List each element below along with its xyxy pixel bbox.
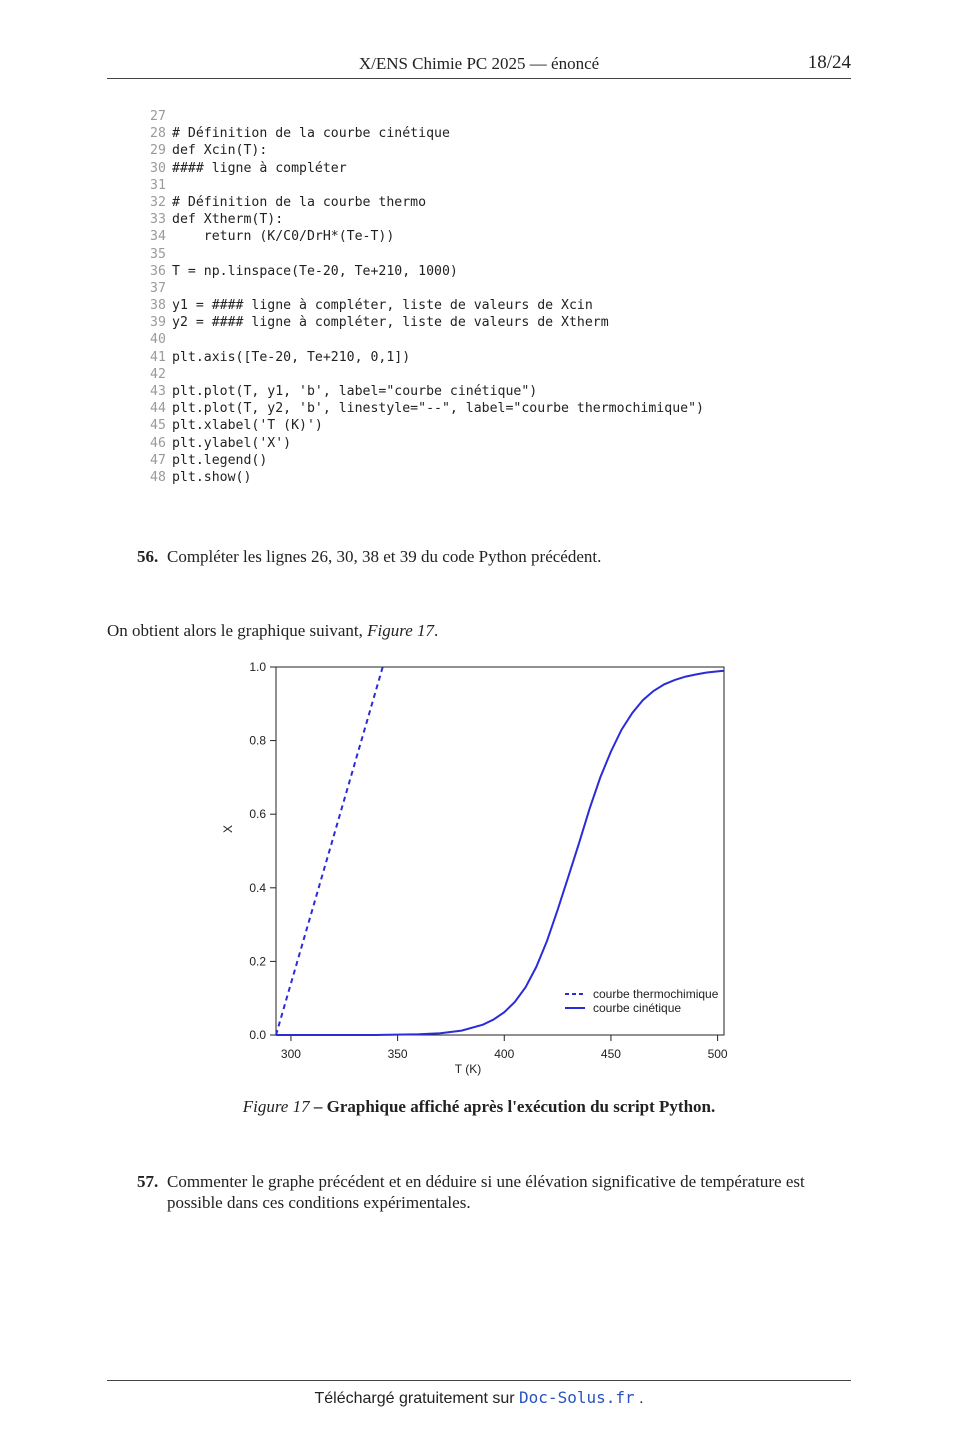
footer-end: . [634,1390,644,1407]
question-number: 56. [137,547,159,566]
page-number: 18/24 [807,52,851,73]
line-number: 48 [150,469,166,485]
code-line [150,177,704,194]
line-number: 33 [150,212,166,228]
code-line [150,452,704,469]
page-header [107,52,851,79]
page-footer [0,1388,958,1408]
figure-17-chart [210,655,750,1085]
caption-text: – Graphique affiché après l'exécution du script Python. [309,1097,716,1116]
code-text: y1 = #### ligne à compléter, liste de valeurs de Xcin [172,298,593,314]
line-number: 35 [150,246,166,262]
line-number: 39 [150,315,166,331]
code-text: plt.show() [172,469,252,485]
question-text-line-2: possible dans ces conditions expérimentales. [167,1193,471,1212]
line-number: 27 [150,109,166,124]
header-title: X/ENS Chimie PC 2025 — énoncé [358,54,600,73]
code-text: def Xtherm(T): [172,212,284,228]
code-line [150,142,704,159]
y-tick-label: 1.0 [249,660,266,674]
line-number: 30 [150,160,166,176]
code-line [150,160,704,177]
intro-end: . [434,621,439,640]
code-text: plt.xlabel('T (K)') [172,418,323,434]
code-line [150,211,704,228]
code-line [150,383,704,400]
y-axis-label: X [221,824,235,834]
figure-caption [0,1097,958,1117]
x-tick-label: 450 [600,1047,621,1061]
code-text: y2 = #### ligne à compléter, liste de valeurs de Xtherm [172,315,609,331]
y-tick-label: 0.2 [249,954,266,969]
code-line [150,331,704,348]
code-text: # Définition de la courbe cinétique [172,126,450,142]
series-cinetique-line [276,671,724,1035]
x-axis [281,1035,728,1061]
line-number: 32 [150,194,166,210]
figure-reference: Figure 17 [367,621,435,640]
code-text: plt.plot(T, y2, 'b', linestyle="--", label="courbe thermochimique") [172,401,704,417]
y-tick-label: 0.4 [249,880,266,895]
code-text: plt.axis([Te-20, Te+210, 0,1]) [172,349,411,365]
x-tick-label: 400 [494,1047,515,1061]
line-number: 45 [150,418,166,434]
question-text [167,1171,851,1213]
line-number: 34 [150,229,166,245]
chart-legend [565,987,719,1015]
series-layer [276,667,724,1035]
code-line [150,417,704,434]
line-number: 29 [150,143,166,159]
footer-link[interactable]: Doc-Solus.fr [519,1388,635,1407]
code-line [150,314,704,331]
code-line [150,435,704,452]
question-text: Compléter les lignes 26, 30, 38 et 39 du code Python précédent. [167,547,602,566]
y-tick-label: 0.6 [249,807,266,822]
line-number: 46 [150,435,166,451]
line-number: 44 [150,401,166,417]
code-line [150,194,704,211]
code-line [150,228,704,245]
intro-paragraph [107,621,438,641]
footer-rule [107,1380,851,1381]
line-number: 38 [150,298,166,314]
y-axis [249,660,276,1042]
code-line [150,246,704,263]
code-text: plt.plot(T, y1, 'b', label="courbe cinétique") [172,384,538,399]
y-tick-label: 0.0 [249,1028,266,1042]
x-axis-label: T (K) [454,1062,482,1076]
line-number: 43 [150,384,166,399]
code-text: plt.ylabel('X') [172,435,292,451]
code-listing [150,108,704,486]
code-text: def Xcin(T): [172,143,268,159]
line-number: 36 [150,263,166,279]
line-number: 28 [150,126,166,142]
code-text: # Définition de la courbe thermo [172,194,427,210]
question-number: 57. [137,1172,159,1191]
code-line [150,400,704,417]
footer-text: Téléchargé gratuitement sur [314,1390,520,1407]
line-number: 41 [150,349,166,365]
code-line [150,297,704,314]
line-number: 42 [150,366,166,382]
line-number: 47 [150,452,166,468]
code-line [150,280,704,297]
code-text: plt.legend() [172,452,268,468]
plot-frame [276,667,724,1035]
code-text: #### ligne à compléter [172,160,347,176]
series-thermochimique-line [276,667,383,1035]
caption-figure-number: Figure 17 [242,1097,310,1116]
question-text-line-1: Commenter le graphe précédent et en déduire si une élévation significative de température est [167,1172,805,1191]
line-number: 31 [150,177,166,193]
code-text: return (K/C0/DrH*(Te-T)) [172,229,395,245]
code-line [150,263,704,280]
code-text: T = np.linspace(Te-20, Te+210, 1000) [172,263,458,279]
code-line [150,469,704,486]
intro-text: On obtient alors le graphique suivant, [107,621,368,640]
code-line [150,366,704,383]
x-tick-label: 350 [387,1047,408,1061]
x-tick-label: 500 [707,1047,728,1061]
code-line [150,108,704,125]
code-line [150,349,704,366]
legend-entry: courbe cinétique [593,1001,682,1015]
y-tick-label: 0.8 [249,733,266,748]
line-number: 40 [150,332,166,348]
code-line [150,125,704,142]
x-tick-label: 300 [280,1047,301,1061]
line-number: 37 [150,280,166,296]
legend-entry: courbe thermochimique [593,987,719,1001]
